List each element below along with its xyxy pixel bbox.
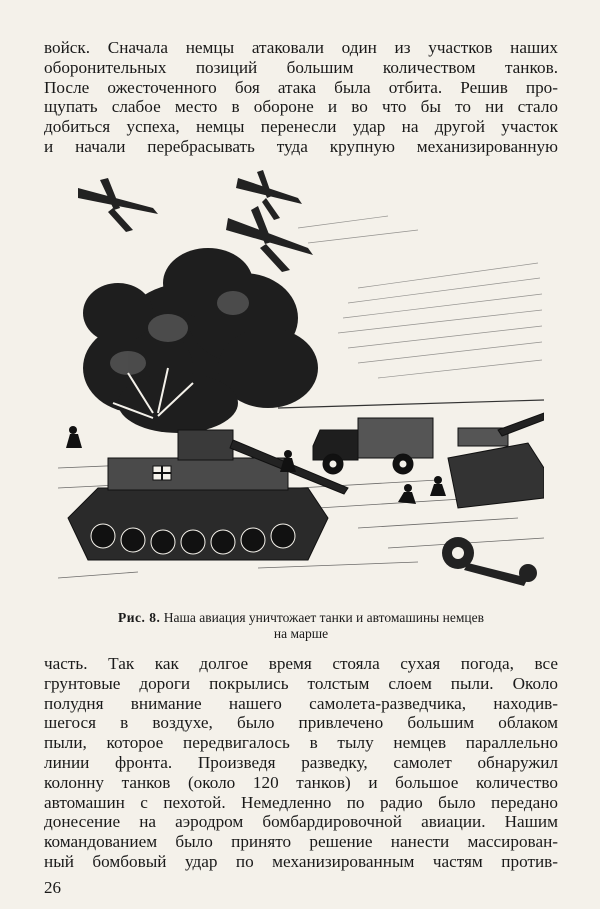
- figure-caption: [44, 610, 558, 642]
- text-line: грунтовые дороги покрылись толстым слоем пыли. Около: [44, 673, 558, 693]
- text-line: добиться успеха, немцы перенесли удар на другой участок: [44, 117, 558, 137]
- text-line: и начали перебрасывать туда крупную механизированную: [44, 136, 558, 156]
- plane: [78, 178, 158, 232]
- figure-label: Рис. 8.: [118, 610, 161, 625]
- text-line: линии фронта. Произведя разведку, самолет обнаружил: [44, 752, 558, 772]
- text-line: оборонительных позиций большим количеством танков.: [44, 57, 558, 77]
- sky-hatching: [298, 216, 542, 378]
- text-line: автомашин с пехотой. Немедленно по радио было передано: [44, 792, 558, 812]
- text-line: донесение на аэродром бомбардировочной авиации. Нашим: [44, 812, 558, 832]
- text-line: пыли, которое передвигалось в тылу немцев параллельно: [44, 733, 558, 753]
- truck: [313, 418, 433, 474]
- text-line: щупать слабое место в обороне и во что бы то ни стало: [44, 97, 558, 117]
- page-number: 26: [44, 878, 61, 897]
- text-line: шегося в воздухе, было привлечено большим облаком: [44, 713, 558, 733]
- text-line: полудня внимание нашего самолета-разведчика, находив-: [44, 693, 558, 713]
- figure-caption-line2: на марше: [273, 626, 329, 641]
- text-line: часть. Так как долгое время стояла сухая погода, все: [44, 654, 558, 673]
- text-line: ный бомбовый удар по механизированным частям против-: [44, 851, 558, 871]
- wrecked-tank: [448, 413, 544, 508]
- plane: [236, 170, 302, 220]
- text-line: колонну танков (около 120 танков) и большое количество: [44, 772, 558, 792]
- text-line: После ожесточенного боя атака была отбита. Решив про-: [44, 77, 558, 97]
- figure-caption-line1: Наша авиация уничтожает танки и автомашины немцев: [163, 610, 484, 625]
- wreck-debris: [442, 537, 537, 586]
- paragraph-top: [44, 38, 558, 157]
- battle-illustration: [58, 168, 544, 600]
- paragraph-bottom: [44, 654, 558, 872]
- text-line: войск. Сначала немцы атаковали один из участков наших: [44, 38, 558, 57]
- horizon-line: [278, 400, 544, 408]
- text-line: командованием было принято решение нанести массирован-: [44, 832, 558, 852]
